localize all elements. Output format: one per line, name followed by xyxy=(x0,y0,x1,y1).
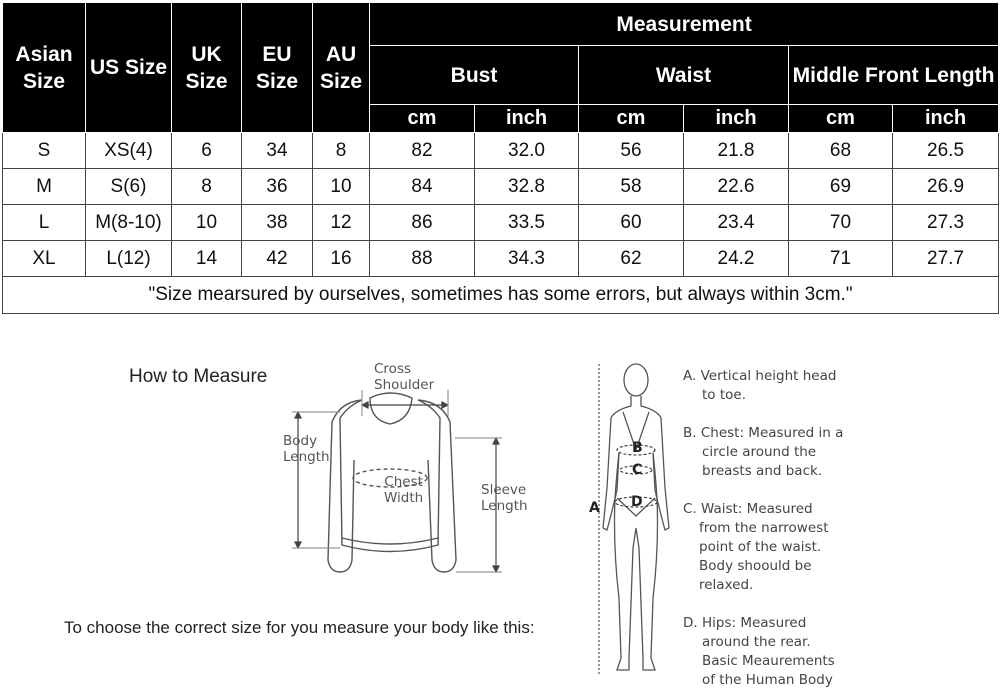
header-measurement: Measurement xyxy=(370,3,999,46)
note-c-line: relaxed. xyxy=(699,577,754,593)
body-length-line1: Body xyxy=(283,433,318,449)
cell-waist-cm: 58 xyxy=(579,169,684,205)
header-unit-inch: inch xyxy=(684,105,789,133)
note-a-line: A. Vertical height head xyxy=(683,368,837,384)
letter-c: C xyxy=(632,462,643,478)
cell-length-cm: 68 xyxy=(789,133,893,169)
table-row xyxy=(3,205,999,241)
note-a-line: to toe. xyxy=(702,387,746,403)
cell-au-size: 12 xyxy=(313,205,370,241)
cell-length-cm: 71 xyxy=(789,241,893,277)
note-c xyxy=(683,500,828,595)
measurement-note: "Size mearsured by ourselves, sometimes has some errors, but always within 3cm." xyxy=(3,277,999,314)
cell-us-size: XS(4) xyxy=(86,133,172,169)
sleeve-length-line1: Sleeve xyxy=(481,482,527,498)
cell-length-inch: 27.7 xyxy=(893,241,999,277)
table-row xyxy=(3,169,999,205)
cell-waist-inch: 21.8 xyxy=(684,133,789,169)
cell-length-cm: 69 xyxy=(789,169,893,205)
note-b xyxy=(683,424,843,481)
cell-eu-size: 42 xyxy=(242,241,313,277)
note-b-line: circle around the xyxy=(702,444,817,460)
sleeve-length-label xyxy=(481,482,528,514)
header-us-size: US Size xyxy=(86,3,172,133)
note-b-line: B. Chest: Measured in a xyxy=(683,425,844,441)
header-middle-front-length: Middle Front Length xyxy=(789,46,999,105)
table-row xyxy=(3,133,999,169)
cell-eu-size: 34 xyxy=(242,133,313,169)
cell-waist-cm: 56 xyxy=(579,133,684,169)
header-unit-inch: inch xyxy=(893,105,999,133)
letter-b: B xyxy=(632,440,643,456)
cell-uk-size: 10 xyxy=(172,205,242,241)
cell-au-size: 16 xyxy=(313,241,370,277)
sleeve-length-line2: Length xyxy=(481,498,528,514)
cell-us-size: L(12) xyxy=(86,241,172,277)
body-length-label xyxy=(283,433,330,465)
note-d-line: D. Hips: Measured xyxy=(683,615,807,631)
size-chart-table xyxy=(2,2,999,314)
cell-bust-inch: 33.5 xyxy=(475,205,579,241)
body-length-line2: Length xyxy=(283,449,330,465)
cell-uk-size: 6 xyxy=(172,133,242,169)
cell-asian-size: M xyxy=(3,169,86,205)
header-au-size: AU Size xyxy=(313,3,370,133)
sweater-measure-diagram xyxy=(270,360,530,585)
cross-shoulder-line2: Shoulder xyxy=(374,377,435,393)
header-uk-size: UK Size xyxy=(172,3,242,133)
cell-length-inch: 26.9 xyxy=(893,169,999,205)
cell-us-size: S(6) xyxy=(86,169,172,205)
cell-length-cm: 70 xyxy=(789,205,893,241)
chest-width-line1: Chest xyxy=(384,474,423,490)
cell-uk-size: 8 xyxy=(172,169,242,205)
cell-waist-inch: 24.2 xyxy=(684,241,789,277)
cell-eu-size: 38 xyxy=(242,205,313,241)
cell-uk-size: 14 xyxy=(172,241,242,277)
cell-asian-size: XL xyxy=(3,241,86,277)
cell-length-inch: 27.3 xyxy=(893,205,999,241)
cell-bust-cm: 86 xyxy=(370,205,475,241)
header-unit-cm: cm xyxy=(370,105,475,133)
cross-shoulder-label xyxy=(374,361,434,393)
header-unit-cm: cm xyxy=(789,105,893,133)
instruction-text: To choose the correct size for you measure your body like this: xyxy=(64,618,535,637)
note-a xyxy=(683,367,836,405)
header-unit-cm: cm xyxy=(579,105,684,133)
note-c-line: from the narrowest xyxy=(699,520,829,536)
letter-a: A xyxy=(589,500,600,516)
cell-bust-cm: 88 xyxy=(370,241,475,277)
letter-d: D xyxy=(631,494,643,510)
cell-waist-inch: 22.6 xyxy=(684,169,789,205)
cell-asian-size: S xyxy=(3,133,86,169)
cross-shoulder-line1: Cross xyxy=(374,361,412,377)
note-d xyxy=(683,614,835,690)
cell-asian-size: L xyxy=(3,205,86,241)
header-bust: Bust xyxy=(370,46,579,105)
chest-width-line2: Width xyxy=(384,490,424,506)
cell-waist-inch: 23.4 xyxy=(684,205,789,241)
cell-au-size: 8 xyxy=(313,133,370,169)
cell-length-inch: 26.5 xyxy=(893,133,999,169)
chest-width-label xyxy=(384,474,423,506)
note-c-line: point of the waist. xyxy=(699,539,822,555)
table-row xyxy=(3,241,999,277)
cell-waist-cm: 62 xyxy=(579,241,684,277)
cell-eu-size: 36 xyxy=(242,169,313,205)
note-d-line: of the Human Body xyxy=(702,672,833,688)
header-unit-inch: inch xyxy=(475,105,579,133)
note-d-line: around the rear. xyxy=(702,634,811,650)
note-d-line: Basic Meaurements xyxy=(702,653,835,669)
body-figure-diagram xyxy=(595,358,677,678)
cell-waist-cm: 60 xyxy=(579,205,684,241)
how-to-measure-title: How to Measure xyxy=(129,366,268,387)
note-c-line: C. Waist: Measured xyxy=(683,501,813,517)
note-b-line: breasts and back. xyxy=(702,463,823,479)
cell-bust-inch: 32.8 xyxy=(475,169,579,205)
note-c-line: Body shoould be xyxy=(699,558,812,574)
cell-au-size: 10 xyxy=(313,169,370,205)
header-asian-size: Asian Size xyxy=(3,3,86,133)
cell-bust-cm: 84 xyxy=(370,169,475,205)
cell-bust-inch: 34.3 xyxy=(475,241,579,277)
cell-us-size: M(8-10) xyxy=(86,205,172,241)
header-waist: Waist xyxy=(579,46,789,105)
cell-bust-cm: 82 xyxy=(370,133,475,169)
cell-bust-inch: 32.0 xyxy=(475,133,579,169)
header-eu-size: EU Size xyxy=(242,3,313,133)
